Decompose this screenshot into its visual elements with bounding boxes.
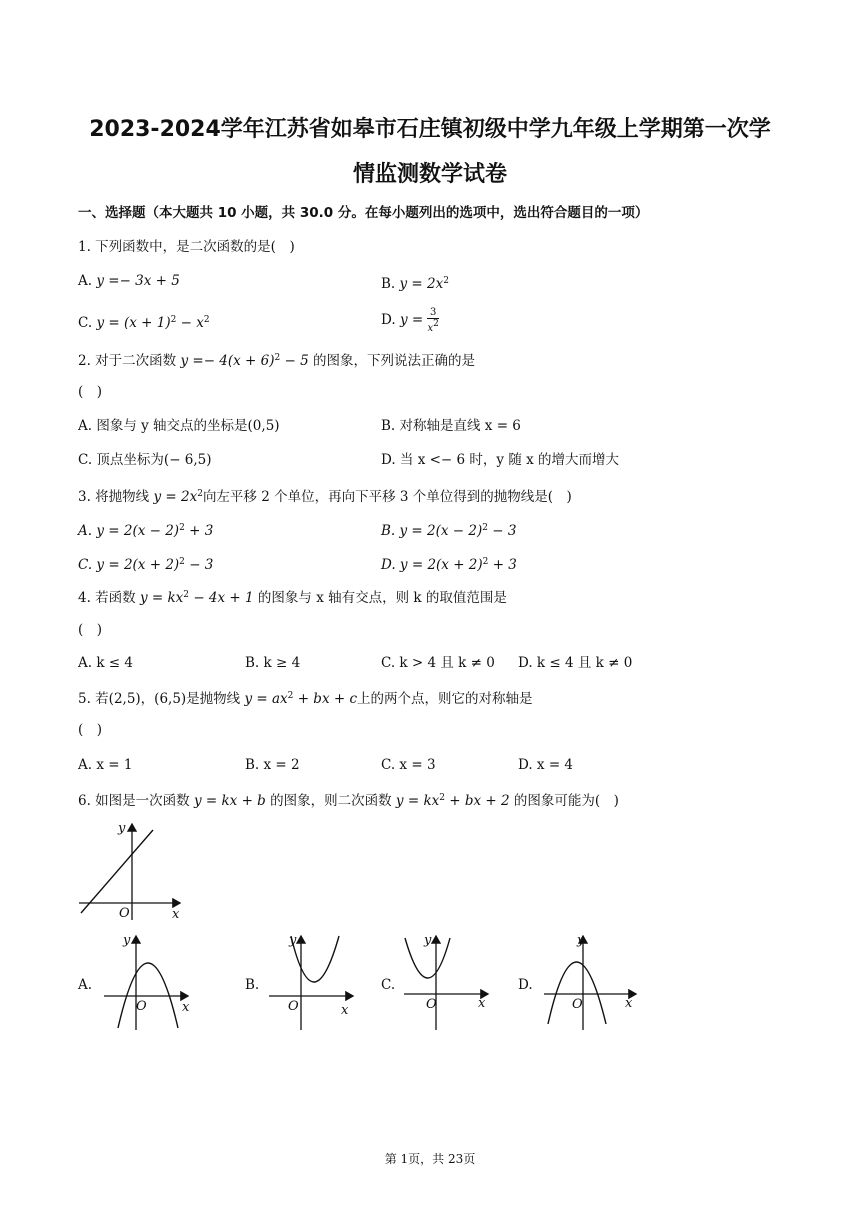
origin-label: O: [572, 997, 583, 1012]
q2-option-b: B. 对称轴是直线 x = 6: [381, 418, 521, 434]
origin-label: O: [426, 997, 437, 1012]
q1-option-b: B. $y = 2x^2$: [381, 276, 449, 292]
origin-label: O: [136, 999, 147, 1014]
q5-option-d: D. x = 4: [518, 757, 574, 773]
page-title-line1: 2023-2024学年江苏省如皋市石庄镇初级中学九年级上学期第一次学: [89, 117, 771, 142]
x-axis-label: x: [182, 1000, 190, 1015]
q6-option-c-label: C.: [381, 977, 396, 993]
x-axis-label: x: [625, 996, 633, 1011]
graph-option-c: [400, 928, 495, 1033]
line-y-kx-b: [81, 830, 153, 913]
q1-option-d: D. y = $\frac{3}{x^2}$: [381, 306, 439, 334]
q3-option-a: A. $y = 2(x - 2)^2 + 3$: [78, 523, 214, 539]
q6-option-b-label: B.: [245, 977, 260, 993]
q4-option-b: B. k ≥ 4: [245, 655, 301, 671]
question-3-stem: 3. 将抛物线 $y = 2x^2$向左平移 2 个单位，再向下平移 3 个单位得到的抛物线是( ): [78, 489, 572, 505]
y-axis-label: y: [123, 933, 131, 948]
page-title-line2: 情监测数学试卷: [352, 162, 507, 187]
q5-option-b: B. x = 2: [245, 757, 300, 773]
page-footer: 第 1页，共 23页: [384, 1152, 476, 1166]
parabola: [291, 936, 339, 982]
question-5-stem: 5. 若(2,5)，(6,5)是抛物线 $y = ax^2$ + bx + c上的两个点，则它的对称轴是: [78, 691, 533, 707]
q5-option-c: C. x = 3: [381, 757, 436, 773]
origin-label: O: [119, 906, 130, 921]
q4-option-a: A. k ≤ 4: [78, 655, 133, 671]
q1-option-a: A. y =− 3x + 5: [78, 273, 180, 289]
question-2-stem: 2. 对于二次函数 $y =- 4(x + 6)^2 - 5$ 的图象，下列说法正确的是: [78, 353, 476, 369]
graph-option-b: [265, 928, 360, 1033]
origin-label: O: [288, 999, 299, 1014]
section-heading: 一、选择题（本大题共 10 小题，共 30.0 分。在每小题列出的选项中，选出符合题目的一项）: [78, 205, 649, 221]
q4-option-d: D. k ≤ 4 且 k ≠ 0: [518, 655, 633, 671]
x-axis-label: x: [341, 1003, 349, 1018]
q3-option-c: C. $y = 2(x + 2)^2 - 3$: [78, 557, 214, 573]
y-axis-label: y: [424, 933, 432, 948]
linear-function-graph: [75, 818, 190, 923]
q6-option-a-label: A.: [78, 977, 93, 993]
q5-option-a: A. x = 1: [78, 757, 133, 773]
y-axis-label: y: [118, 821, 126, 836]
parabola: [548, 962, 606, 1024]
q3-option-d: D. $y = 2(x + 2)^2 + 3$: [381, 557, 517, 573]
x-axis-label: x: [478, 996, 486, 1011]
graph-option-d: [540, 928, 640, 1033]
y-axis-label: y: [577, 933, 585, 948]
question-1-stem: 1. 下列函数中，是二次函数的是( ): [78, 239, 295, 255]
q2-option-c: C. 顶点坐标为(− 6,5): [78, 452, 212, 468]
q2-option-d: D. 当 x <− 6 时，y 随 x 的增大而增大: [381, 452, 620, 468]
q6-option-d-label: D.: [518, 977, 533, 993]
q5-paren: ( ): [78, 722, 103, 738]
x-axis-label: x: [172, 907, 180, 922]
q4-option-c: C. k > 4 且 k ≠ 0: [381, 655, 495, 671]
graph-option-a: [100, 928, 195, 1033]
q2-option-a: A. 图象与 y 轴交点的坐标是(0,5): [78, 418, 280, 434]
q1-option-c: C. $y = (x + 1)^2 - x^2$: [78, 315, 210, 331]
q4-paren: ( ): [78, 622, 103, 638]
y-axis-label: y: [289, 933, 297, 948]
question-4-stem: 4. 若函数 $y = kx^2 - 4x + 1$ 的图象与 x 轴有交点，则 k 的取值范围是: [78, 590, 507, 606]
q2-paren: ( ): [78, 384, 103, 400]
q3-option-b: B. $y = 2(x - 2)^2 - 3$: [381, 523, 517, 539]
question-6-stem: 6. 如图是一次函数 y = kx + b 的图象，则二次函数 $y = kx^2$ + bx + 2 的图象可能为( ): [78, 793, 619, 809]
